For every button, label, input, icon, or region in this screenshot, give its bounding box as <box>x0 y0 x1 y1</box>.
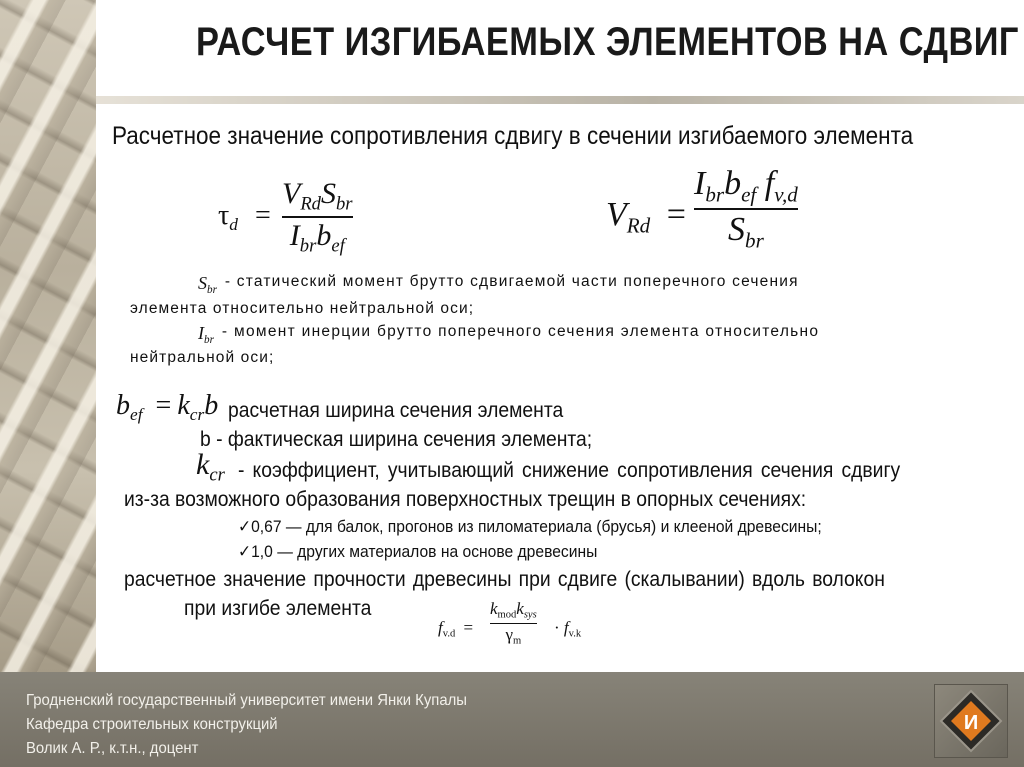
check-item-1: ✓0,67 — для балок, прогонов из пиломатериала (брусья) и клееной древесины; <box>238 517 822 536</box>
decorative-wood-panel <box>0 0 96 672</box>
header-divider <box>96 96 1024 104</box>
strength-description-line2: при изгибе элемента <box>184 597 372 620</box>
svg-text:И: И <box>963 712 979 734</box>
formula-tau-fraction: $V_{Rd}S_{br}$ $I_{br}b_{ef}$ <box>282 177 353 257</box>
formula-fvd-rhs: · $f_{v.k}$ <box>554 618 582 640</box>
formula-fvd-fraction: $k_{mod}k_{sys}$ $\gamma_m$ <box>490 599 537 647</box>
university-logo <box>934 684 1008 758</box>
slide-title: РАСЧЕТ ИЗГИБАЕМЫХ ЭЛЕМЕНТОВ НА СДВИГ <box>196 20 1019 64</box>
footer-author: Волик А. Р., к.т.н., доцент <box>26 740 199 757</box>
definition-i-line2: нейтральной оси; <box>130 349 275 366</box>
formula-tau-lhs: $\tau_d$ = <box>218 200 271 235</box>
bef-description: расчетная ширина сечения элемента <box>228 399 564 422</box>
check-item-2: ✓1,0 — других материалов на основе древесины <box>238 542 598 561</box>
footer-university: Гродненский государственный университет имени Янки Купалы <box>26 692 467 709</box>
definition-s-line2: элемента относительно нейтральной оси; <box>130 300 475 317</box>
formula-fvd-lhs: $f_{v.d}$ = <box>438 618 474 640</box>
formula-vrd-lhs: $V_{Rd}$ = <box>606 196 686 238</box>
definition-i-line1: $I_{br}$ - момент инерции брутто поперечного сечения элемента относительно <box>198 323 820 346</box>
check-icon: ✓ <box>238 542 252 561</box>
kcr-symbol: $k_{cr}$ <box>196 448 225 486</box>
strength-description-line1: расчетное значение прочности древесины при сдвиге (скалывании) вдоль волокон <box>124 568 885 591</box>
b-description: b - фактическая ширина сечения элемента; <box>200 428 593 451</box>
kcr-description-line1: - коэффициент, учитывающий снижение сопротивления сечения сдвигу <box>238 459 901 482</box>
check-icon: ✓ <box>238 517 252 536</box>
intro-text: Расчетное значение сопротивления сдвигу в сечении изгибаемого элемента <box>112 122 914 150</box>
kcr-description-line2: из-за возможного образования поверхностных трещин в опорных сечениях: <box>124 488 807 511</box>
definition-s-line1: $S_{br}$ - статический момент брутто сдвигаемой части поперечного сечения <box>198 273 799 296</box>
formula-vrd-fraction: $I_{br}b_{ef}$ $f_{v,d}$ $S_{br}$ <box>694 165 798 252</box>
formula-bef: $b_{ef} = k_{cr}b$ <box>116 390 219 425</box>
footer-department: Кафедра строительных конструкций <box>26 716 278 733</box>
footer <box>0 672 1024 767</box>
